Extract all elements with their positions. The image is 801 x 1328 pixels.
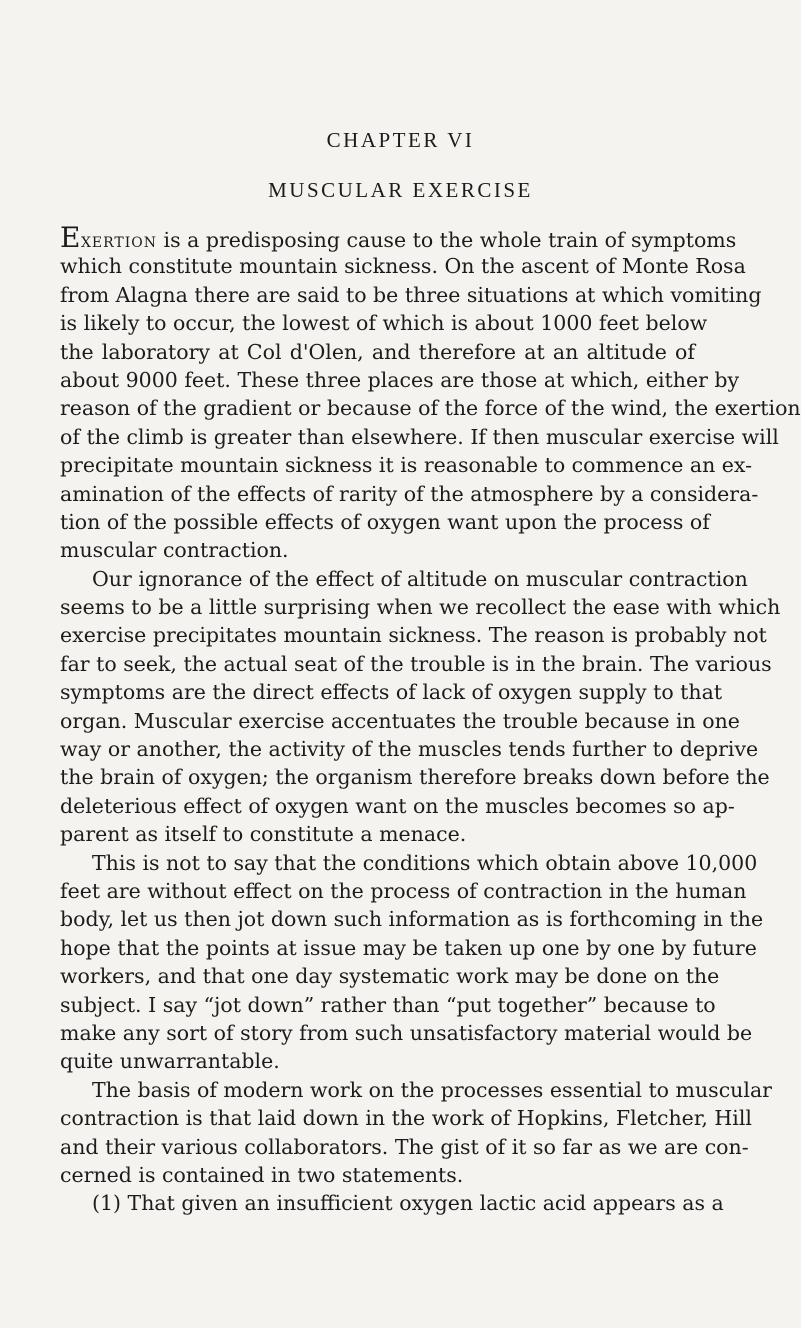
text-line: which constitute mountain sickness. On the ascent of Monte Rosa <box>60 254 746 279</box>
text-line: parent as itself to constitute a menace. <box>60 822 467 847</box>
text-line: (1) That given an insufficient oxygen lactic acid appears as a <box>92 1191 724 1216</box>
text-line: exercise precipitates mountain sickness. The reason is probably not <box>60 623 767 648</box>
text-line: make any sort of story from such unsatisfactory material would be <box>60 1020 753 1045</box>
text-line: feet are without effect on the process of contraction in the human <box>60 878 747 903</box>
text-line: is likely to occur, the lowest of which is about 1000 feet below <box>60 311 708 336</box>
text-line: far to seek, the actual seat of the trouble is in the brain. The various <box>60 651 772 676</box>
text-line: the laboratory at Col d'Olen, and therefore at an altitude of <box>60 339 695 364</box>
opening-word-rest: xertion <box>80 228 158 252</box>
paragraph-first-line <box>60 221 737 254</box>
text-line: reason of the gradient or because of the force of the wind, the exertion <box>60 396 801 421</box>
chapter-title: MUSCULAR EXERCISE <box>268 178 533 202</box>
text-line: body, let us then jot down such information as is forthcoming in the <box>60 907 764 932</box>
text-line: tion of the possible effects of oxygen want upon the process of <box>60 509 710 534</box>
text-line: from Alagna there are said to be three situations at which vomiting <box>60 282 762 307</box>
text-line: organ. Muscular exercise accentuates the trouble because in one <box>60 708 740 733</box>
body-text <box>60 221 801 1218</box>
text-line: muscular contraction. <box>60 538 289 563</box>
text-line: way or another, the activity of the muscles tends further to deprive <box>60 737 759 762</box>
text-line: amination of the effects of rarity of the atmosphere by a considera- <box>60 481 759 506</box>
text-line: subject. I say “jot down” rather than “put together” because to <box>60 992 716 1017</box>
text-line: quite unwarrantable. <box>60 1049 280 1074</box>
text-line: hope that the points at issue may be taken up one by one by future <box>60 935 757 960</box>
text-line: precipitate mountain sickness it is reasonable to commence an ex- <box>60 453 753 478</box>
text-line: and their various collaborators. The gist of it so far as we are con- <box>60 1134 749 1159</box>
text-line: the brain of oxygen; the organism therefore breaks down before the <box>60 765 770 790</box>
text-line: The basis of modern work on the processes essential to muscular <box>92 1077 772 1102</box>
chapter-heading: CHAPTER VI <box>326 128 475 152</box>
text-line: workers, and that one day systematic work may be done on the <box>60 964 720 989</box>
text-line: of the climb is greater than elsewhere. If then muscular exercise will <box>60 424 779 449</box>
text-line: symptoms are the direct effects of lack of oxygen supply to that <box>60 680 723 705</box>
text-line: about 9000 feet. These three places are those at which, either by <box>60 367 740 392</box>
first-line-text: is a predisposing cause to the whole train of symptoms <box>157 228 737 252</box>
initial-letter: E <box>60 221 81 254</box>
text-line: contraction is that laid down in the work of Hopkins, Fletcher, Hill <box>60 1106 752 1131</box>
text-line: deleterious effect of oxygen want on the muscles becomes so ap- <box>60 793 735 818</box>
text-line: This is not to say that the conditions which obtain above 10,000 <box>92 850 758 875</box>
text-line: Our ignorance of the effect of altitude on muscular contraction <box>92 566 748 591</box>
text-line: cerned is contained in two statements. <box>60 1162 464 1187</box>
text-line: seems to be a little surprising when we recollect the ease with which <box>60 595 781 620</box>
